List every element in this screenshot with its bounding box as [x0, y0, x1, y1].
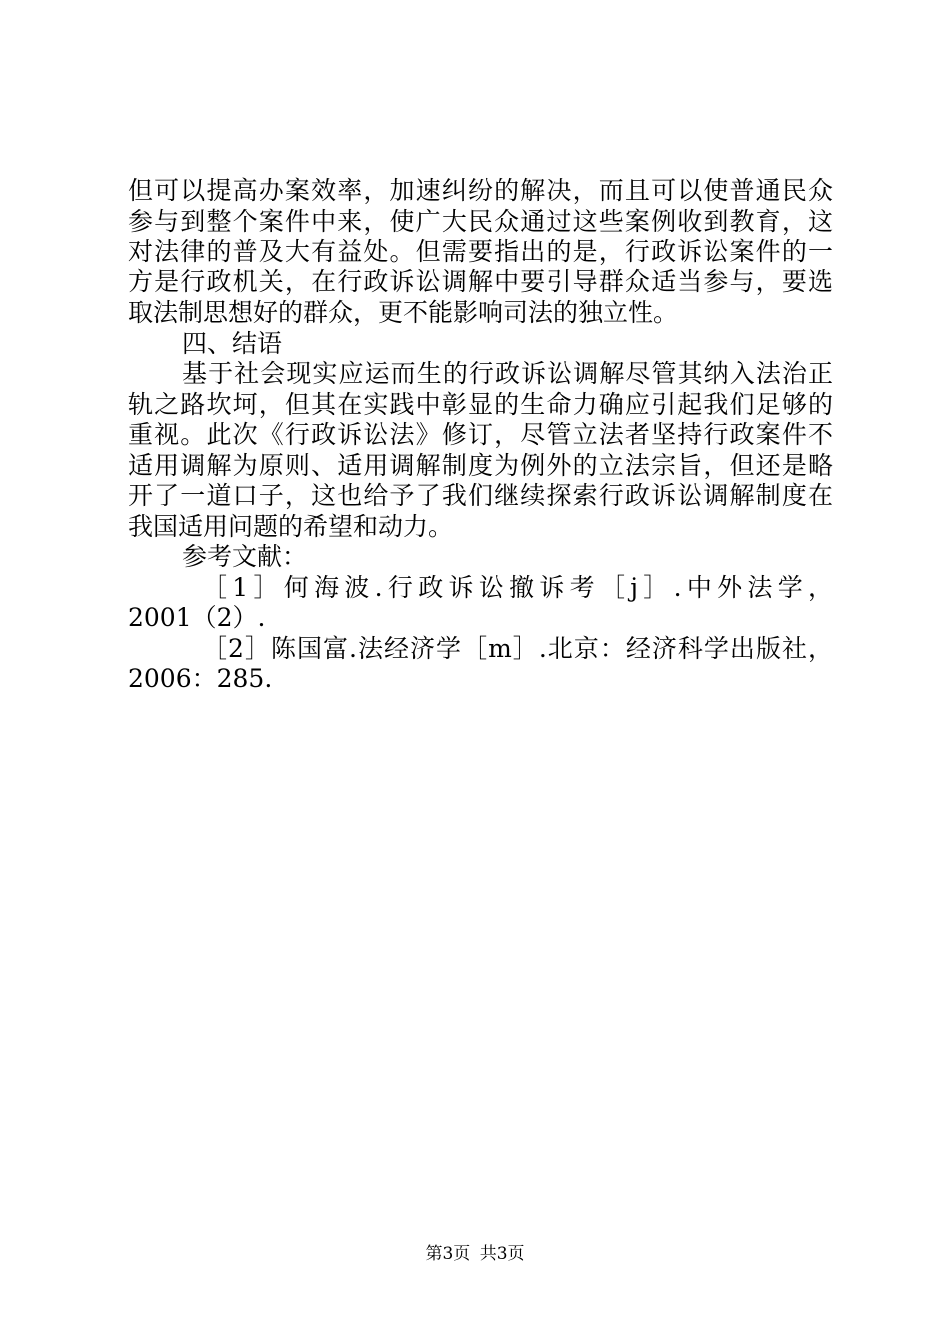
- reference-item-1: ［1］何海波.行政诉讼撤诉考［j］.中外法学，: [202, 573, 833, 602]
- paragraph-line: 对法律的普及大有益处。但需要指出的是，行政诉讼案件的一: [128, 237, 833, 266]
- section-heading: 四、结语: [182, 329, 283, 358]
- reference-item-2-cont: 2006：285.: [128, 664, 273, 693]
- paragraph-line: 基于社会现实应运而生的行政诉讼调解尽管其纳入法治正: [182, 359, 833, 388]
- paragraph-line: 参与到整个案件中来，使广大民众通过这些案例收到教育，这: [128, 207, 833, 236]
- reference-item-2: ［2］陈国富.法经济学［m］.北京：经济科学出版社，: [202, 634, 833, 663]
- paragraph-line: 我国适用问题的希望和动力。: [128, 512, 454, 541]
- paragraph-line: 开了一道口子，这也给予了我们继续探索行政诉讼调解制度在: [128, 481, 833, 510]
- page-number: 第3页: [425, 1244, 471, 1264]
- paragraph-line: 重视。此次《行政诉讼法》修订，尽管立法者坚持行政案件不: [128, 420, 833, 449]
- page-total: 共3页: [479, 1244, 525, 1264]
- paragraph-line: 但可以提高办案效率，加速纠纷的解决，而且可以使普通民众: [128, 176, 833, 205]
- reference-item-1-cont: 2001（2）.: [128, 603, 266, 632]
- page-footer: [0, 1243, 950, 1265]
- paragraph-line: 适用调解为原则、适用调解制度为例外的立法宗旨，但还是略: [128, 451, 833, 480]
- paragraph-line: 方是行政机关，在行政诉讼调解中要引导群众适当参与，要选: [128, 267, 833, 296]
- paragraph-line: 取法制思想好的群众，更不能影响司法的独立性。: [128, 298, 679, 327]
- references-heading: 参考文献：: [182, 542, 308, 571]
- paragraph-line: 轨之路坎坷，但其在实践中彰显的生命力确应引起我们足够的: [128, 390, 833, 419]
